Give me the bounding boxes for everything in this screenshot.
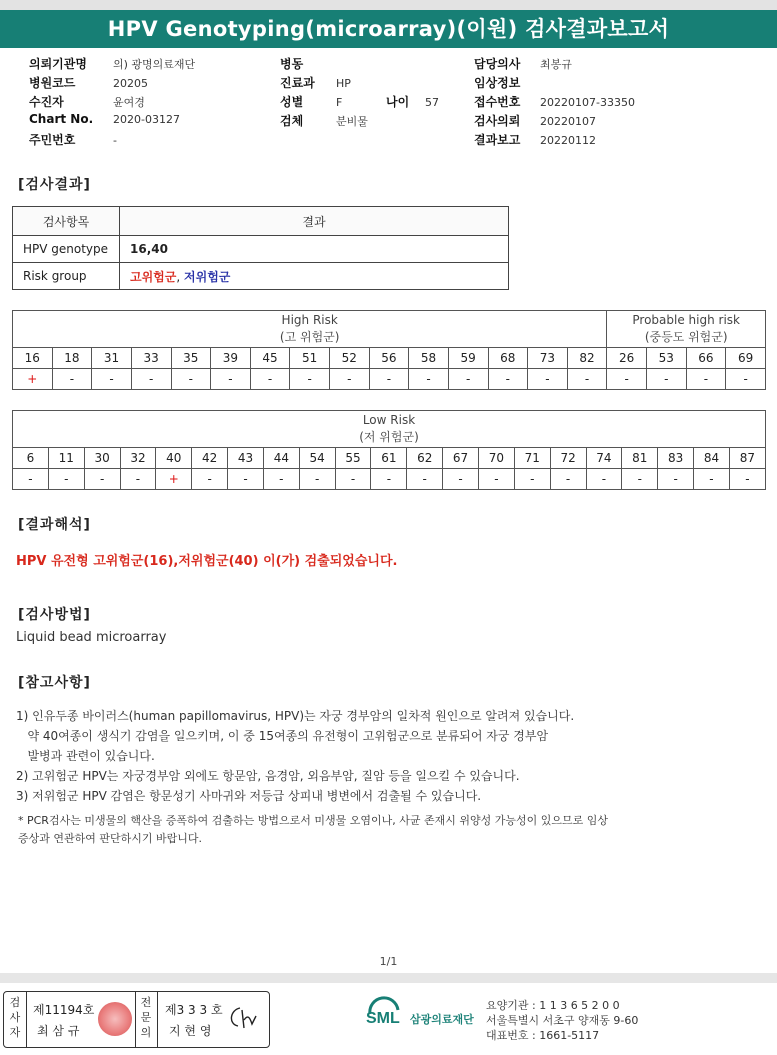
- page-number: 1/1: [379, 955, 398, 968]
- genotype-result-cell: -: [607, 369, 647, 390]
- genotype-cell: 52: [330, 348, 370, 369]
- genotype-cell: 62: [407, 448, 443, 469]
- risk-low-text: 저위험군: [184, 269, 231, 284]
- company-logo-icon: [364, 996, 404, 1036]
- right-label: 결과보고: [474, 133, 521, 147]
- high-risk-subtitle: (고 위험군): [279, 330, 340, 344]
- right-label: 임상정보: [474, 76, 521, 90]
- left-value: -: [113, 134, 117, 147]
- left-row: [29, 93, 279, 112]
- left-value: 20205: [113, 77, 148, 90]
- genotype-result-cell: +: [156, 469, 192, 490]
- genotype-result-cell: -: [528, 369, 568, 390]
- genotype-result-cell: -: [586, 469, 622, 490]
- genotype-result-cell: -: [686, 369, 726, 390]
- low-risk-title: Low Risk: [362, 413, 416, 427]
- middle-value: 분비물: [336, 115, 368, 128]
- genotype-cell: 53: [647, 348, 687, 369]
- genotype-cell: 69: [726, 348, 766, 369]
- left-label: 수진자: [29, 95, 64, 109]
- right-label: 담당의사: [474, 57, 521, 71]
- method-text: Liquid bead microarray: [16, 630, 167, 645]
- logo-text: SML: [366, 1010, 400, 1027]
- top-strip: [0, 0, 777, 10]
- middle-row: [280, 112, 470, 131]
- right-row: [474, 93, 764, 112]
- genotype-result-cell: -: [371, 469, 407, 490]
- method-title: [검사방법]: [18, 607, 91, 623]
- genotype-cell: 42: [192, 448, 228, 469]
- genotype-result-cell: -: [290, 369, 330, 390]
- genotype-result-cell: -: [622, 469, 658, 490]
- reference-title: [참고사항]: [18, 675, 91, 691]
- genotype-cell: 18: [52, 348, 92, 369]
- genotype-cell: 33: [131, 348, 171, 369]
- reference-line: 1) 인유두종 바이러스(human papillomavirus, HPV)는 자궁 경부암의 일차적 원인으로 알려져 있습니다.: [16, 709, 575, 723]
- genotype-result-cell: -: [409, 369, 449, 390]
- genotype-cell: 40: [156, 448, 192, 469]
- company-phone: 대표번호 : 1661-5117: [486, 1029, 600, 1042]
- genotype-result-cell: -: [13, 469, 49, 490]
- interpretation-text: HPV 유전형 고위험군(16),저위험군(40) 이(가) 검출되었습니다.: [16, 554, 398, 569]
- high-risk-table: [12, 310, 766, 390]
- middle-row: [280, 93, 470, 112]
- genotype-cell: 67: [443, 448, 479, 469]
- probable-risk-header: [607, 311, 766, 348]
- middle-row: [280, 74, 470, 93]
- left-label: 의뢰기관명: [29, 57, 87, 71]
- report-title: HPV Genotyping(microarray)(이원) 검사결과보고서: [0, 10, 777, 48]
- right-value: 20220107: [540, 115, 596, 128]
- risk-group-label: Risk group: [13, 263, 120, 290]
- left-label: 주민번호: [29, 133, 76, 147]
- tester-label: 검사자: [9, 996, 21, 1039]
- low-risk-table: [12, 410, 766, 490]
- right-value: 20220107-33350: [540, 96, 635, 109]
- left-label: 병원코드: [29, 76, 76, 90]
- genotype-result-cell: -: [131, 369, 171, 390]
- genotype-result-cell: -: [448, 369, 488, 390]
- result-section-title: [검사결과]: [18, 177, 91, 193]
- genotype-result-cell: -: [171, 369, 211, 390]
- doctor-name: 지 현 영: [169, 1024, 212, 1038]
- left-row: [29, 55, 279, 74]
- genotype-cell: 45: [250, 348, 290, 369]
- middle-value: HP: [336, 77, 351, 90]
- genotype-result-cell: -: [52, 369, 92, 390]
- col-item-header: 검사항목: [13, 207, 120, 236]
- table-row: [13, 348, 766, 369]
- age-value: 57: [425, 96, 440, 109]
- genotype-cell: 82: [567, 348, 607, 369]
- genotype-result-cell: -: [330, 369, 370, 390]
- genotype-result-cell: -: [92, 369, 132, 390]
- footer-separator: [0, 973, 777, 983]
- genotype-cell: 11: [48, 448, 84, 469]
- middle-label: 진료과: [280, 76, 315, 90]
- signature-box: [3, 991, 270, 1048]
- header-left: [29, 55, 279, 150]
- right-row: [474, 55, 764, 74]
- genotype-result-cell: -: [550, 469, 586, 490]
- doctor-license: 제3 3 3 호: [165, 1003, 223, 1017]
- risk-separator: ,: [176, 269, 181, 284]
- genotype-result-cell: -: [694, 469, 730, 490]
- genotype-cell: 35: [171, 348, 211, 369]
- tester-license: 제11194호: [33, 1003, 95, 1017]
- result-table: [12, 206, 509, 290]
- genotype-cell: 39: [211, 348, 251, 369]
- genotype-result-cell: -: [48, 469, 84, 490]
- genotype-cell: 26: [607, 348, 647, 369]
- company-info: [486, 998, 638, 1043]
- genotype-cell: 71: [514, 448, 550, 469]
- genotype-cell: 70: [478, 448, 514, 469]
- genotype-cell: 61: [371, 448, 407, 469]
- table-row: [13, 236, 509, 263]
- middle-label: 성별: [280, 95, 304, 109]
- genotype-cell: 55: [335, 448, 371, 469]
- genotype-result-cell: +: [13, 369, 53, 390]
- table-row: [13, 448, 766, 469]
- right-label: 접수번호: [474, 95, 521, 109]
- company-address: 서울특별시 서초구 양재동 9-60: [486, 1014, 639, 1027]
- risk-group-value: [120, 263, 509, 290]
- table-row: [13, 263, 509, 290]
- high-risk-title: High Risk: [281, 313, 338, 327]
- genotype-cell: 56: [369, 348, 409, 369]
- footnote-line: * PCR검사는 미생물의 핵산을 증폭하여 검출하는 방법으로서 미생물 오염이나, 사균 존재시 위양성 가능성이 있으므로 임상: [18, 814, 608, 827]
- company-name: 삼광의료재단: [410, 1013, 474, 1026]
- middle-label: 병동: [280, 57, 304, 71]
- genotype-cell: 43: [228, 448, 264, 469]
- genotype-result-cell: -: [647, 369, 687, 390]
- genotype-cell: 73: [528, 348, 568, 369]
- table-row: [13, 469, 766, 490]
- genotype-result-cell: -: [228, 469, 264, 490]
- genotype-cell: 30: [84, 448, 120, 469]
- genotype-result-cell: -: [514, 469, 550, 490]
- genotype-result-cell: -: [658, 469, 694, 490]
- right-row: [474, 112, 764, 131]
- middle-label: 검체: [280, 114, 304, 128]
- genotype-result-cell: -: [250, 369, 290, 390]
- tester-seal-icon: [98, 1002, 132, 1036]
- right-row: [474, 74, 764, 93]
- reference-line: 2) 고위험군 HPV는 자궁경부암 외에도 항문암, 음경암, 외음부암, 질암 등을 일으킬 수 있습니다.: [16, 769, 520, 783]
- genotype-cell: 72: [550, 448, 586, 469]
- doctor-label: 전문의: [140, 996, 152, 1039]
- probable-risk-title: Probable high risk: [632, 313, 740, 327]
- genotype-result-cell: -: [488, 369, 528, 390]
- genotype-cell: 83: [658, 448, 694, 469]
- genotype-cell: 44: [263, 448, 299, 469]
- genotype-cell: 84: [694, 448, 730, 469]
- genotype-label: HPV genotype: [13, 236, 120, 263]
- reference-list: [16, 706, 761, 806]
- right-label: 검사의뢰: [474, 114, 521, 128]
- age-label: 나이: [386, 95, 410, 109]
- genotype-result-cell: -: [478, 469, 514, 490]
- probable-risk-subtitle: (중등도 위험군): [644, 330, 728, 344]
- genotype-result-cell: -: [726, 369, 766, 390]
- left-value: 의) 광명의료재단: [113, 58, 196, 71]
- age-field: [386, 93, 439, 110]
- genotype-result-cell: -: [84, 469, 120, 490]
- genotype-value: 16,40: [120, 236, 509, 263]
- genotype-cell: 74: [586, 448, 622, 469]
- right-row: [474, 131, 764, 150]
- left-row: [29, 74, 279, 93]
- genotype-result-cell: -: [567, 369, 607, 390]
- right-value: 최봉규: [540, 58, 572, 71]
- middle-value: F: [336, 96, 343, 109]
- left-label: Chart No.: [29, 112, 94, 126]
- genotype-cell: 16: [13, 348, 53, 369]
- reference-line: 3) 저위험군 HPV 감염은 항문성기 사마귀와 저등급 상피내 병변에서 검출될 수 있습니다.: [16, 789, 482, 803]
- low-risk-subtitle: (저 위험군): [359, 430, 419, 444]
- genotype-result-cell: -: [443, 469, 479, 490]
- genotype-cell: 68: [488, 348, 528, 369]
- right-value: 20220112: [540, 134, 596, 147]
- genotype-cell: 32: [120, 448, 156, 469]
- genotype-result-cell: -: [729, 469, 765, 490]
- genotype-cell: 54: [299, 448, 335, 469]
- low-risk-header: [13, 411, 766, 448]
- genotype-result-cell: -: [335, 469, 371, 490]
- genotype-cell: 81: [622, 448, 658, 469]
- left-value: 2020-03127: [113, 113, 180, 126]
- genotype-cell: 31: [92, 348, 132, 369]
- genotype-cell: 6: [13, 448, 49, 469]
- left-row: [29, 131, 279, 150]
- table-row: [13, 369, 766, 390]
- header-middle: [280, 55, 470, 131]
- genotype-result-cell: -: [299, 469, 335, 490]
- col-result-header: 결과: [120, 207, 509, 236]
- genotype-cell: 59: [448, 348, 488, 369]
- reference-line: 약 40여종이 생식기 감염을 일으키며, 이 중 15여종의 유전형이 고위험군으로 분류되어 자궁 경부암: [16, 729, 549, 743]
- reference-line: 발병과 관련이 있습니다.: [16, 749, 155, 763]
- genotype-cell: 58: [409, 348, 449, 369]
- genotype-cell: 87: [729, 448, 765, 469]
- company-code: 요양기관 : 1 1 3 6 5 2 0 0: [486, 999, 620, 1012]
- genotype-cell: 66: [686, 348, 726, 369]
- high-risk-header: [13, 311, 607, 348]
- genotype-result-cell: -: [192, 469, 228, 490]
- genotype-result-cell: -: [120, 469, 156, 490]
- risk-high-text: 고위험군: [130, 269, 177, 284]
- genotype-result-cell: -: [369, 369, 409, 390]
- genotype-cell: 51: [290, 348, 330, 369]
- genotype-result-cell: -: [211, 369, 251, 390]
- genotype-result-cell: -: [407, 469, 443, 490]
- tester-name: 최 삼 규: [37, 1024, 80, 1038]
- left-value: 윤여경: [113, 96, 145, 109]
- middle-row: [280, 55, 470, 74]
- footnote-line: 증상과 연관하여 판단하시기 바랍니다.: [18, 832, 203, 845]
- signature-scribble-icon: [226, 1002, 262, 1032]
- interpretation-title: [결과해석]: [18, 517, 91, 533]
- footnote: [18, 812, 763, 848]
- header-right: [474, 55, 764, 150]
- left-row: [29, 112, 279, 131]
- genotype-result-cell: -: [263, 469, 299, 490]
